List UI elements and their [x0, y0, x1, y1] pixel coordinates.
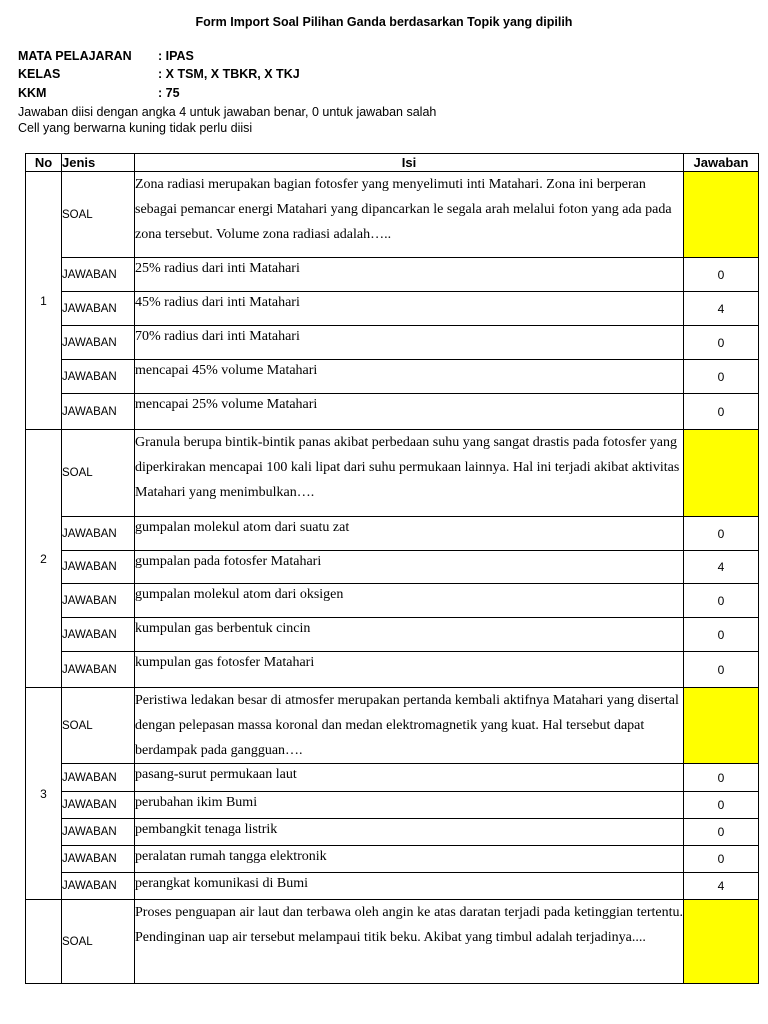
answer-score-cell[interactable]: 0	[684, 792, 759, 819]
header-no: No	[26, 154, 62, 172]
answer-option-text[interactable]: 70% radius dari inti Matahari	[135, 326, 684, 360]
answer-option-text[interactable]: mencapai 25% volume Matahari	[135, 394, 684, 430]
row-type-soal: SOAL	[62, 172, 135, 258]
answer-cell-disabled	[684, 688, 759, 764]
row-type-jawaban: JAWABAN	[62, 819, 135, 846]
table-row-answer	[26, 326, 759, 360]
row-type-jawaban: JAWABAN	[62, 873, 135, 900]
meta-kkm-value: : 75	[158, 86, 180, 100]
table-row-answer	[26, 517, 759, 551]
answer-option-text[interactable]: pembangkit tenaga listrik	[135, 819, 684, 846]
header-jenis: Jenis	[62, 154, 135, 172]
table-header-row	[26, 154, 759, 172]
table-row-answer	[26, 258, 759, 292]
question-text[interactable]: Peristiwa ledakan besar di atmosfer merupakan pertanda kembali aktifnya Matahari yang disertal dengan pelepasan massa koronal dan medan elektromagnetik yang kuat. Hal tersebut dapat berdampak pada gangguan….	[135, 688, 684, 764]
answer-score-cell[interactable]: 0	[684, 819, 759, 846]
table-row-answer	[26, 652, 759, 688]
row-type-jawaban: JAWABAN	[62, 584, 135, 618]
row-type-jawaban: JAWABAN	[62, 360, 135, 394]
meta-class-value: : X TSM, X TBKR, X TKJ	[158, 67, 300, 81]
table-row-answer	[26, 551, 759, 584]
question-number	[26, 900, 62, 984]
answer-option-text[interactable]: peralatan rumah tangga elektronik	[135, 846, 684, 873]
answer-score-cell[interactable]: 0	[684, 360, 759, 394]
answer-option-text[interactable]: pasang-surut permukaan laut	[135, 764, 684, 792]
form-title: Form Import Soal Pilihan Ganda berdasarkan Topik yang dipilih	[195, 15, 573, 29]
answer-option-text[interactable]: gumpalan molekul atom dari oksigen	[135, 584, 684, 618]
row-type-jawaban: JAWABAN	[62, 652, 135, 688]
question-text[interactable]: Proses penguapan air laut dan terbawa oleh angin ke atas daratan terjadi pada ketinggian tertentu. Pendinginan uap air tersebut melampaui titik beku. Akibat yang timbul adalah terjadinya....	[135, 900, 684, 984]
answer-score-cell[interactable]: 0	[684, 584, 759, 618]
answer-option-text[interactable]: perubahan ikim Bumi	[135, 792, 684, 819]
answer-option-text[interactable]: gumpalan pada fotosfer Matahari	[135, 551, 684, 584]
answer-cell-disabled	[684, 172, 759, 258]
answer-option-text[interactable]: gumpalan molekul atom dari suatu zat	[135, 517, 684, 551]
header-isi: Isi	[135, 154, 684, 172]
answer-option-text[interactable]: 45% radius dari inti Matahari	[135, 292, 684, 326]
answer-score-cell[interactable]: 4	[684, 292, 759, 326]
answer-score-cell[interactable]: 0	[684, 846, 759, 873]
answer-option-text[interactable]: perangkat komunikasi di Bumi	[135, 873, 684, 900]
answer-cell-disabled	[684, 430, 759, 517]
answer-score-cell[interactable]: 0	[684, 652, 759, 688]
table-row-question	[26, 172, 759, 258]
table-row-answer	[26, 394, 759, 430]
row-type-jawaban: JAWABAN	[62, 394, 135, 430]
answer-score-cell[interactable]: 4	[684, 551, 759, 584]
question-number: 3	[26, 688, 62, 900]
answer-score-cell[interactable]: 0	[684, 517, 759, 551]
row-type-jawaban: JAWABAN	[62, 326, 135, 360]
table-row-answer	[26, 819, 759, 846]
question-table	[25, 153, 759, 984]
table-row-question	[26, 688, 759, 764]
row-type-jawaban: JAWABAN	[62, 292, 135, 326]
row-type-jawaban: JAWABAN	[62, 618, 135, 652]
row-type-soal: SOAL	[62, 900, 135, 984]
answer-option-text[interactable]: 25% radius dari inti Matahari	[135, 258, 684, 292]
table-row-answer	[26, 792, 759, 819]
row-type-jawaban: JAWABAN	[62, 258, 135, 292]
table-row-answer	[26, 360, 759, 394]
answer-option-text[interactable]: mencapai 45% volume Matahari	[135, 360, 684, 394]
table-row-question	[26, 430, 759, 517]
answer-score-cell[interactable]: 0	[684, 394, 759, 430]
answer-option-text[interactable]: kumpulan gas berbentuk cincin	[135, 618, 684, 652]
question-text[interactable]: Granula berupa bintik-bintik panas akibat perbedaan suhu yang sangat drastis pada fotosfer yang diperkirakan mencapai 100 kali lipat dari suhu permukaan lainnya. Hal ini terjadi akibat aktivitas Matahari yang menimbulkan….	[135, 430, 684, 517]
meta-class-label: KELAS	[18, 67, 61, 81]
question-text[interactable]: Zona radiasi merupakan bagian fotosfer yang menyelimuti inti Matahari. Zona ini berperan sebagai pemancar energi Matahari yang dipancarkan le segala arah melalui foton yang ada pada zona tersebut. Volume zona radiasi adalah…..	[135, 172, 684, 258]
answer-score-cell[interactable]: 4	[684, 873, 759, 900]
instruction-note: Jawaban diisi dengan angka 4 untuk jawaban benar, 0 untuk jawaban salah	[18, 105, 437, 119]
row-type-soal: SOAL	[62, 430, 135, 517]
table-row-answer	[26, 873, 759, 900]
yellow-cell-note: Cell yang berwarna kuning tidak perlu diisi	[18, 121, 253, 135]
question-number: 2	[26, 430, 62, 688]
row-type-soal: SOAL	[62, 688, 135, 764]
row-type-jawaban: JAWABAN	[62, 517, 135, 551]
question-number: 1	[26, 172, 62, 430]
header-jawaban: Jawaban	[684, 154, 759, 172]
table-row-answer	[26, 292, 759, 326]
table-row-answer	[26, 764, 759, 792]
answer-option-text[interactable]: kumpulan gas fotosfer Matahari	[135, 652, 684, 688]
meta-subject-label: MATA PELAJARAN	[18, 49, 132, 63]
table-row-answer	[26, 618, 759, 652]
answer-score-cell[interactable]: 0	[684, 258, 759, 292]
row-type-jawaban: JAWABAN	[62, 764, 135, 792]
row-type-jawaban: JAWABAN	[62, 551, 135, 584]
answer-score-cell[interactable]: 0	[684, 764, 759, 792]
meta-subject-value: : IPAS	[158, 49, 194, 63]
table-row-answer	[26, 846, 759, 873]
table-row-answer	[26, 584, 759, 618]
row-type-jawaban: JAWABAN	[62, 846, 135, 873]
answer-score-cell[interactable]: 0	[684, 326, 759, 360]
table-row-question	[26, 900, 759, 984]
row-type-jawaban: JAWABAN	[62, 792, 135, 819]
answer-score-cell[interactable]: 0	[684, 618, 759, 652]
meta-kkm-label: KKM	[18, 86, 47, 100]
answer-cell-disabled	[684, 900, 759, 984]
